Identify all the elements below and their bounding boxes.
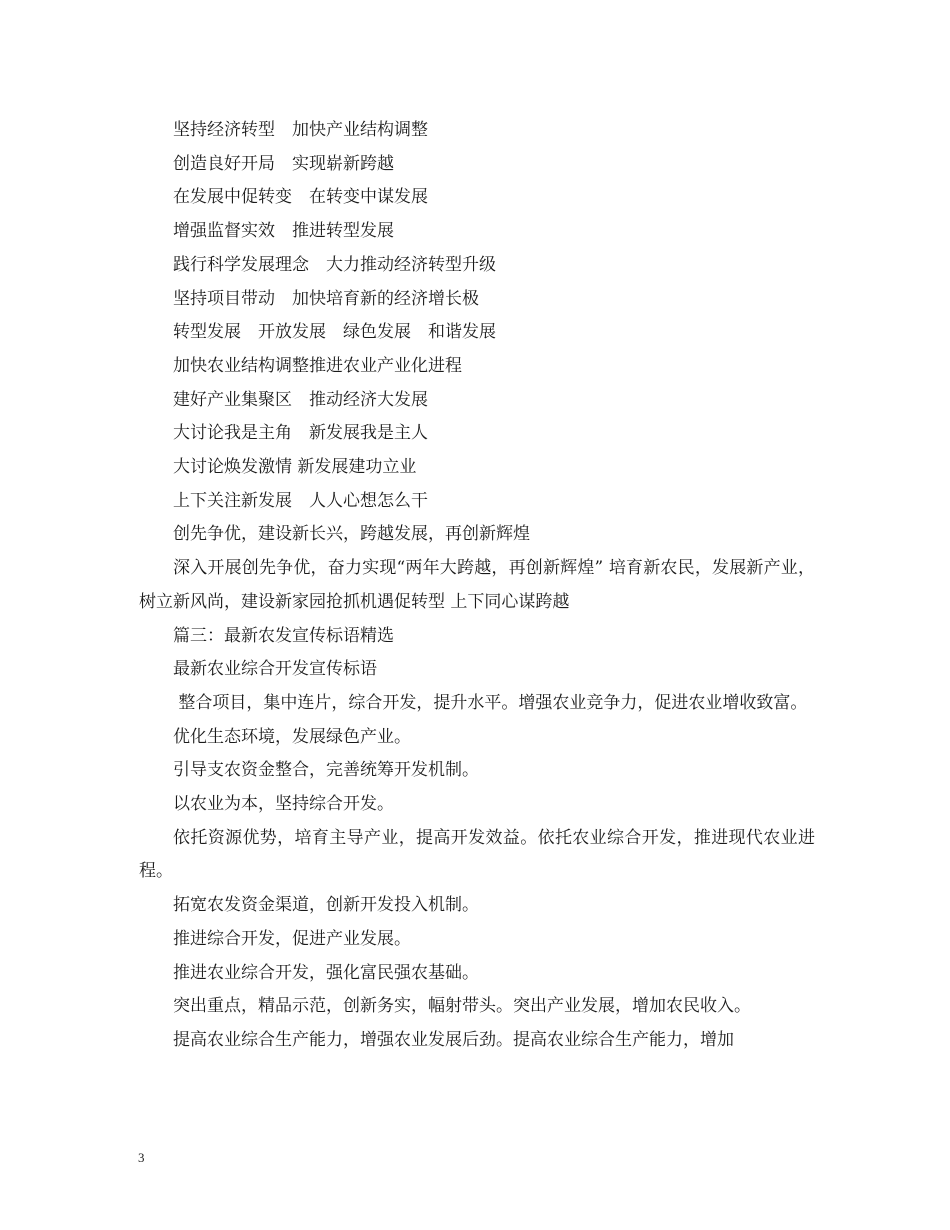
- section-subtitle: 最新农业综合开发宣传标语: [173, 659, 377, 680]
- paragraph: 增强监督实效 推进转型发展: [173, 221, 394, 242]
- paragraph: 整合项目，集中连片，综合开发，提升水平。增强农业竞争力，促进农业增收致富。: [173, 692, 808, 713]
- paragraph: 以农业为本，坚持综合开发。: [173, 794, 394, 815]
- paragraph: 大讨论焕发激情 新发展建功立业: [173, 457, 417, 478]
- paragraph: 依托资源优势，培育主导产业，提高开发效益。依托农业综合开发，推进现代农业进程。: [139, 827, 815, 882]
- paragraph: 提高农业综合生产能力，增强农业发展后劲。提高农业综合生产能力，增加: [173, 1029, 734, 1050]
- paragraph: 在发展中促转变 在转变中谋发展: [173, 187, 428, 208]
- paragraph: 创先争优，建设新长兴，跨越发展，再创新辉煌: [173, 524, 530, 545]
- paragraph: 推进综合开发，促进产业发展。: [173, 928, 411, 949]
- paragraph: 推进农业综合开发，强化富民强农基础。: [173, 962, 479, 983]
- paragraph: 加快农业结构调整推进农业产业化进程: [173, 355, 462, 376]
- paragraph: 优化生态环境，发展绿色产业。: [173, 726, 411, 747]
- paragraph: 上下关注新发展 人人心想怎么干: [173, 490, 428, 511]
- paragraph: 深入开展创先争优，奋力实现“两年大跨越，再创新辉煌” 培育新农民，发展新产业，树立新风尚，建设新家园抢抓机遇促转型 上下同心谋跨越: [139, 558, 815, 612]
- section-heading: 篇三：最新农发宣传标语精选: [173, 625, 394, 646]
- paragraph: 突出重点，精品示范，创新务实，幅射带头。突出产业发展，增加农民收入。: [173, 996, 751, 1017]
- paragraph: 大讨论我是主角 新发展我是主人: [173, 423, 428, 444]
- paragraph: 践行科学发展理念 大力推动经济转型升级: [173, 254, 496, 275]
- paragraph: 拓宽农发资金渠道，创新开发投入机制。: [173, 895, 479, 916]
- paragraph: 坚持经济转型 加快产业结构调整: [173, 120, 428, 140]
- paragraph: 创造良好开局 实现崭新跨越: [173, 153, 394, 174]
- paragraph: 引导支农资金整合，完善统筹开发机制。: [173, 760, 479, 781]
- paragraph: 坚持项目带动 加快培育新的经济增长极: [173, 288, 479, 309]
- document-body: [139, 114, 815, 1058]
- paragraph: 建好产业集聚区 推动经济大发展: [173, 389, 428, 410]
- paragraph: 转型发展 开放发展 绿色发展 和谐发展: [173, 322, 496, 343]
- page-number: 3: [138, 1150, 145, 1165]
